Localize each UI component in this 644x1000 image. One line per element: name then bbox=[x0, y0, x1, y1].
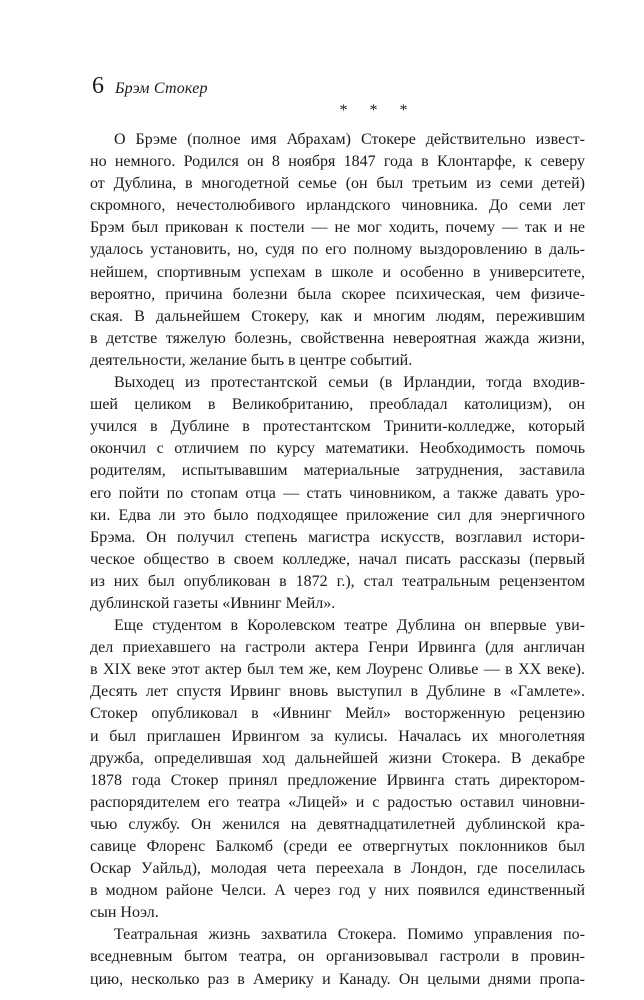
text-line: Брэм был прикован к постели — не мог ходить, почему — так и не bbox=[90, 219, 585, 237]
text-line: и был приглашен Ирвингом за кулисы. Началась их многолетняя bbox=[90, 727, 585, 745]
text-line: родителям, испытывавшим материальные затруднения, заставила bbox=[90, 462, 585, 480]
text-line: из них был опубликован в 1872 г.), стал театральным рецензентом bbox=[90, 572, 585, 590]
text-line: деятельности, желание быть в центре событий. bbox=[90, 351, 413, 369]
text-line: вероятно, причина болезни была скорее психическая, чем физиче- bbox=[90, 285, 585, 303]
text-line: учился в Дублине в протестантском Тринити-колледже, который bbox=[90, 418, 585, 436]
text-line: Оскар Уайльд), молодая чета переехала в Лондон, где поселилась bbox=[90, 860, 585, 878]
paragraph bbox=[90, 129, 585, 372]
text-line: дел приехавшего на гастроли актера Генри Ирвинга (для англичан bbox=[90, 639, 585, 657]
text-line: сын Ноэл. bbox=[90, 904, 159, 922]
paragraph bbox=[90, 615, 585, 924]
text-line: Театральная жизнь захватила Стокера. Помимо управления по- bbox=[114, 926, 585, 944]
paragraph bbox=[90, 372, 585, 615]
text-line: ская. В дальнейшем Стокеру, как и многим людям, пережившим bbox=[90, 307, 585, 325]
text-line: Еще студентом в Королевском театре Дублина он впервые уви- bbox=[114, 617, 585, 635]
text-line: ческое общество в своем колледже, начал писать рассказы (первый bbox=[90, 550, 585, 568]
text-line: Брэма. Он получил степень магистра искусств, возглавил истори- bbox=[90, 528, 585, 546]
section-break: * * * bbox=[339, 102, 417, 119]
text-line: в модном районе Челси. А через год у них появился единственный bbox=[90, 882, 585, 900]
text-line: 1878 года Стокер принял предложение Ирвинга стать директором- bbox=[90, 771, 585, 789]
text-line: дублинской газеты «Ивнинг Мейл». bbox=[90, 594, 336, 612]
running-title: Брэм Стокер bbox=[115, 80, 208, 97]
text-line: от Дублина, в многодетной семье (он был третьим из семи детей) bbox=[90, 175, 585, 193]
text-line: окончил с отличием по курсу математики. Необходимость помочь bbox=[90, 440, 585, 458]
paragraph bbox=[90, 924, 585, 990]
text-line: в XIX веке этот актер был тем же, кем Лоуренс Оливье — в XX веке). bbox=[90, 661, 585, 679]
text-line: нейшем, спортивным успехам в школе и особенно в университете, bbox=[90, 263, 585, 281]
text-line: Выходец из протестантской семьи (в Ирландии, тогда входив- bbox=[114, 374, 585, 392]
body-text bbox=[90, 129, 585, 991]
text-line: ки. Едва ли это было подходящее приложение сил для энергичного bbox=[90, 506, 585, 524]
text-line: в детстве тяжелую болезнь, свойственна невероятная жажда жизни, bbox=[90, 329, 585, 347]
running-header bbox=[92, 74, 208, 98]
text-line: шей целиком в Великобританию, преобладал католицизм), он bbox=[90, 396, 585, 414]
text-line: чью службу. Он женился на девятнадцатилетней дублинской кра- bbox=[90, 815, 585, 833]
text-line: цию, несколько раз в Америку и Канаду. Он целыми днями пропа- bbox=[90, 970, 585, 988]
text-line: но немного. Родился он 8 ноября 1847 года в Клонтарфе, к северу bbox=[90, 153, 585, 171]
text-line: О Брэме (полное имя Абрахам) Стокере действительно извест- bbox=[114, 131, 585, 148]
text-line: удалось установить, но, судя по его полному выздоровлению в даль- bbox=[90, 241, 585, 259]
page-number: 6 bbox=[92, 73, 104, 99]
text-line: Десять лет спустя Ирвинг вновь выступил в Дублине в «Гамлете». bbox=[90, 683, 585, 701]
text-line: савице Флоренс Балкомб (среди ее отвергнутых поклонников был bbox=[90, 838, 585, 855]
text-line: его пойти по стопам отца — стать чиновником, а также давать уро- bbox=[90, 484, 585, 502]
text-line: дружба, определившая ход дальнейшей жизни Стокера. В декабре bbox=[90, 749, 585, 767]
text-line: вседневным бытом театра, он организовывал гастроли в провин- bbox=[90, 948, 585, 966]
text-line: Стокер опубликовал в «Ивнинг Мейл» восторженную рецензию bbox=[90, 705, 585, 723]
text-line: распорядителем его театра «Лицей» и с радостью оставил чиновни- bbox=[90, 793, 585, 811]
text-line: скромного, нечестолюбивого ирландского чиновника. До семи лет bbox=[90, 197, 585, 215]
